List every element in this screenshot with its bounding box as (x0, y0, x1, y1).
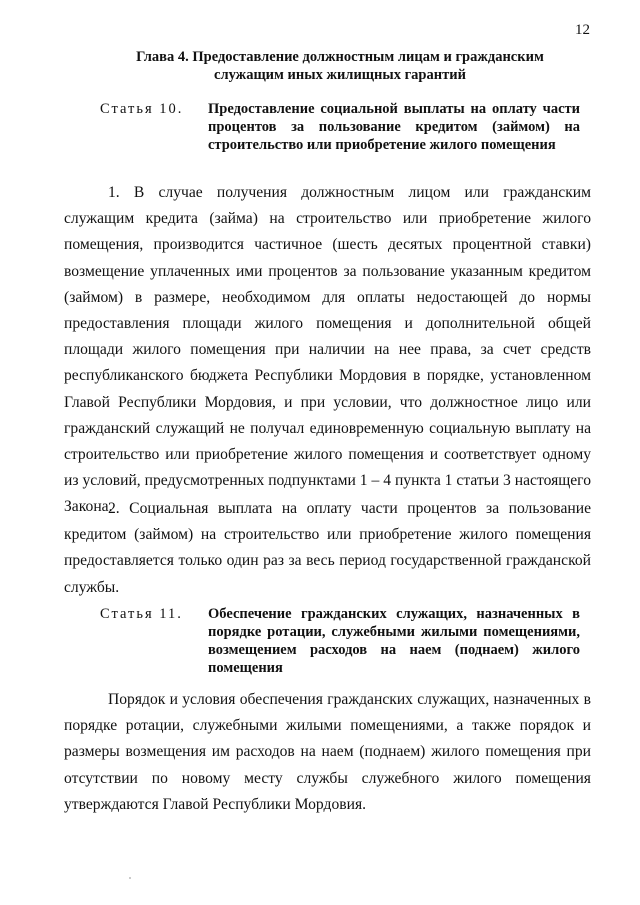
article-11-paragraph-1: Порядок и условия обеспечения гражданских служащих, назначенных в порядке ротации, служебными жилыми помещениями, а также порядок и размеры возмещения им расходов на наем (поднаем) жилого помещения при отсутствии по новому месту службы служебного жилого помещения утверждаются Главой Республики Мордовия. (64, 691, 591, 813)
chapter-heading (60, 48, 620, 84)
article-10-paragraph-1: 1. В случае получения должностным лицом или гражданским служащим кредита (займа) на строительство или приобретение жилого помещения, производится частичное (шесть десятых процентной ставки) возмещение уплаченных ими процентов за пользование указанным кредитом (займом) в размере, необходимом для оплаты недостающей до нормы предоставления площади жилого помещения и дополнительной общей площади жилого помещения при наличии на нее права, за счет средств республиканского бюджета Республики Мордовия в порядке, установленном Главой Республики Мордовия, и при условии, что должностное лицо или гражданский служащий не получал единовременную социальную выплату на строительство или приобретение жилого помещения и соответствует одному из условий, предусмотренных подпунктами 1 – 4 пункта 1 статьи 3 настоящего Закона. (64, 184, 591, 516)
article-10-paragraph-2: 2. Социальная выплата на оплату части процентов за пользование кредитом (займом) на строительство или приобретение жилого помещения предоставляется только один раз за весь период государственной гражданской службы. (64, 500, 591, 596)
article-10-heading (100, 100, 580, 154)
article-11-heading (100, 605, 580, 677)
article-10-label: Статья 10. (100, 101, 184, 117)
scan-speck (129, 877, 131, 879)
article-11-title: Обеспечение гражданских служащих, назначенных в порядке ротации, служебными жилыми помещениями, возмещением расходов на наем (поднаем) жилого помещения (208, 606, 580, 676)
article-10-title: Предоставление социальной выплаты на оплату части процентов за пользование кредитом (займом) на строительство или приобретение жилого помещения (208, 101, 580, 153)
page-number: 12 (575, 22, 590, 38)
chapter-heading-line-1: Глава 4. Предоставление должностным лицам и гражданским (136, 49, 544, 65)
article-11-label: Статья 11. (100, 606, 183, 622)
chapter-heading-line-2: служащим иных жилищных гарантий (214, 67, 466, 83)
